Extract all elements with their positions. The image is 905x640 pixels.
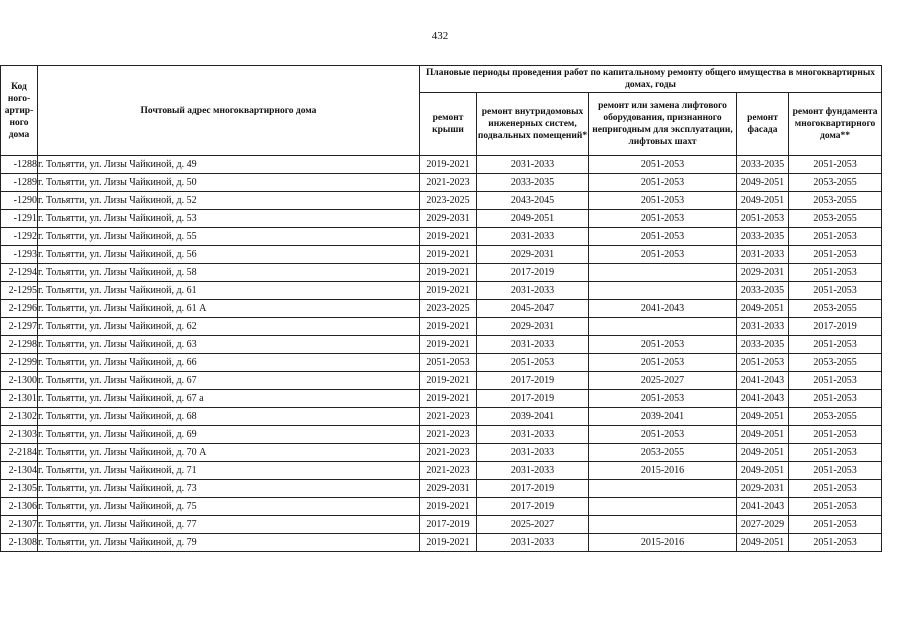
cell-code: 2-1307 (1, 516, 38, 534)
cell-foundation: 2053-2055 (789, 408, 882, 426)
cell-facade: 2029-2031 (737, 480, 789, 498)
cell-roof: 2017-2019 (420, 516, 477, 534)
cell-address: г. Тольятти, ул. Лизы Чайкиной, д. 49 (38, 156, 420, 174)
cell-facade: 2031-2033 (737, 246, 789, 264)
cell-code: -1289 (1, 174, 38, 192)
cell-code: -1291 (1, 210, 38, 228)
cell-systems: 2017-2019 (477, 390, 589, 408)
cell-systems: 2033-2035 (477, 174, 589, 192)
table-row (1, 264, 882, 282)
cell-roof: 2019-2021 (420, 336, 477, 354)
table-row (1, 444, 882, 462)
cell-systems: 2029-2031 (477, 246, 589, 264)
cell-elevator (589, 282, 737, 300)
cell-systems: 2051-2053 (477, 354, 589, 372)
cell-elevator (589, 318, 737, 336)
cell-code: 2-1298 (1, 336, 38, 354)
cell-address: г. Тольятти, ул. Лизы Чайкиной, д. 50 (38, 174, 420, 192)
cell-code: 2-1304 (1, 462, 38, 480)
cell-foundation: 2051-2053 (789, 390, 882, 408)
cell-facade: 2049-2051 (737, 462, 789, 480)
cell-elevator: 2051-2053 (589, 192, 737, 210)
table-row (1, 336, 882, 354)
cell-systems: 2049-2051 (477, 210, 589, 228)
cell-elevator: 2015-2016 (589, 462, 737, 480)
cell-facade: 2033-2035 (737, 156, 789, 174)
cell-roof: 2019-2021 (420, 372, 477, 390)
cell-roof: 2019-2021 (420, 390, 477, 408)
cell-address: г. Тольятти, ул. Лизы Чайкиной, д. 62 (38, 318, 420, 336)
header-roof: ремонт крыши (420, 93, 477, 156)
cell-systems: 2029-2031 (477, 318, 589, 336)
cell-elevator: 2051-2053 (589, 246, 737, 264)
cell-foundation: 2051-2053 (789, 156, 882, 174)
table-row (1, 462, 882, 480)
cell-systems: 2017-2019 (477, 372, 589, 390)
cell-foundation: 2053-2055 (789, 174, 882, 192)
cell-address: г. Тольятти, ул. Лизы Чайкиной, д. 73 (38, 480, 420, 498)
cell-facade: 2049-2051 (737, 192, 789, 210)
cell-code: -1290 (1, 192, 38, 210)
table-row (1, 372, 882, 390)
table-row (1, 534, 882, 552)
cell-facade: 2049-2051 (737, 444, 789, 462)
cell-foundation: 2051-2053 (789, 282, 882, 300)
cell-foundation: 2051-2053 (789, 426, 882, 444)
cell-roof: 2021-2023 (420, 174, 477, 192)
cell-facade: 2031-2033 (737, 318, 789, 336)
cell-systems: 2031-2033 (477, 336, 589, 354)
cell-roof: 2021-2023 (420, 462, 477, 480)
cell-address: г. Тольятти, ул. Лизы Чайкиной, д. 75 (38, 498, 420, 516)
cell-roof: 2021-2023 (420, 426, 477, 444)
header-systems: ремонт внутридомовых инженерных систем, подвальных помещений* (477, 93, 589, 156)
cell-elevator: 2051-2053 (589, 390, 737, 408)
header-code: Код ного-артир-ного дома (1, 66, 38, 156)
cell-systems: 2031-2033 (477, 228, 589, 246)
cell-facade: 2027-2029 (737, 516, 789, 534)
cell-facade: 2033-2035 (737, 282, 789, 300)
cell-elevator: 2015-2016 (589, 534, 737, 552)
cell-foundation: 2051-2053 (789, 372, 882, 390)
cell-elevator (589, 264, 737, 282)
cell-facade: 2041-2043 (737, 390, 789, 408)
cell-foundation: 2051-2053 (789, 246, 882, 264)
cell-elevator: 2051-2053 (589, 426, 737, 444)
cell-elevator: 2051-2053 (589, 156, 737, 174)
cell-foundation: 2051-2053 (789, 480, 882, 498)
cell-roof: 2019-2021 (420, 156, 477, 174)
table-row (1, 246, 882, 264)
cell-elevator: 2051-2053 (589, 228, 737, 246)
header-address: Почтовый адрес многоквартирного дома (38, 66, 420, 156)
cell-facade: 2049-2051 (737, 300, 789, 318)
cell-foundation: 2053-2055 (789, 300, 882, 318)
table-body (1, 156, 882, 552)
cell-address: г. Тольятти, ул. Лизы Чайкиной, д. 63 (38, 336, 420, 354)
table-row (1, 156, 882, 174)
cell-systems: 2043-2045 (477, 192, 589, 210)
table-row (1, 516, 882, 534)
table-row (1, 282, 882, 300)
cell-code: -1288 (1, 156, 38, 174)
cell-foundation: 2053-2055 (789, 354, 882, 372)
cell-systems: 2031-2033 (477, 534, 589, 552)
cell-address: г. Тольятти, ул. Лизы Чайкиной, д. 67 а (38, 390, 420, 408)
cell-code: 2-1296 (1, 300, 38, 318)
cell-foundation: 2051-2053 (789, 444, 882, 462)
cell-code: 2-1301 (1, 390, 38, 408)
table-row (1, 228, 882, 246)
cell-code: 2-1308 (1, 534, 38, 552)
cell-facade: 2041-2043 (737, 498, 789, 516)
cell-facade: 2049-2051 (737, 408, 789, 426)
cell-systems: 2017-2019 (477, 480, 589, 498)
cell-address: г. Тольятти, ул. Лизы Чайкиной, д. 67 (38, 372, 420, 390)
cell-foundation: 2053-2055 (789, 192, 882, 210)
cell-address: г. Тольятти, ул. Лизы Чайкиной, д. 52 (38, 192, 420, 210)
cell-address: г. Тольятти, ул. Лизы Чайкиной, д. 61 (38, 282, 420, 300)
cell-elevator: 2051-2053 (589, 336, 737, 354)
cell-facade: 2051-2053 (737, 210, 789, 228)
cell-systems: 2017-2019 (477, 498, 589, 516)
table-row (1, 354, 882, 372)
table-row (1, 318, 882, 336)
table-row (1, 300, 882, 318)
cell-systems: 2031-2033 (477, 444, 589, 462)
cell-roof: 2021-2023 (420, 408, 477, 426)
cell-code: 2-1294 (1, 264, 38, 282)
cell-elevator: 2051-2053 (589, 174, 737, 192)
cell-systems: 2031-2033 (477, 426, 589, 444)
cell-code: 2-1302 (1, 408, 38, 426)
table-row (1, 480, 882, 498)
cell-code: 2-1297 (1, 318, 38, 336)
cell-elevator (589, 516, 737, 534)
cell-facade: 2049-2051 (737, 426, 789, 444)
cell-code: 2-1305 (1, 480, 38, 498)
table-row (1, 210, 882, 228)
cell-address: г. Тольятти, ул. Лизы Чайкиной, д. 79 (38, 534, 420, 552)
cell-address: г. Тольятти, ул. Лизы Чайкиной, д. 70 А (38, 444, 420, 462)
cell-address: г. Тольятти, ул. Лизы Чайкиной, д. 69 (38, 426, 420, 444)
cell-foundation: 2051-2053 (789, 516, 882, 534)
cell-code: -1293 (1, 246, 38, 264)
cell-elevator: 2039-2041 (589, 408, 737, 426)
cell-foundation: 2017-2019 (789, 318, 882, 336)
table-row (1, 174, 882, 192)
cell-code: -1292 (1, 228, 38, 246)
cell-systems: 2017-2019 (477, 264, 589, 282)
cell-roof: 2029-2031 (420, 210, 477, 228)
cell-foundation: 2051-2053 (789, 498, 882, 516)
table-row (1, 426, 882, 444)
cell-facade: 2049-2051 (737, 174, 789, 192)
cell-roof: 2019-2021 (420, 264, 477, 282)
cell-foundation: 2051-2053 (789, 534, 882, 552)
cell-address: г. Тольятти, ул. Лизы Чайкиной, д. 77 (38, 516, 420, 534)
cell-systems: 2031-2033 (477, 462, 589, 480)
cell-address: г. Тольятти, ул. Лизы Чайкиной, д. 66 (38, 354, 420, 372)
cell-facade: 2049-2051 (737, 534, 789, 552)
cell-address: г. Тольятти, ул. Лизы Чайкиной, д. 71 (38, 462, 420, 480)
header-facade: ремонт фасада (737, 93, 789, 156)
header-elevator: ремонт или замена лифтового оборудования, признанного непригодным для эксплуатации, лифтовых шахт (589, 93, 737, 156)
cell-roof: 2023-2025 (420, 300, 477, 318)
cell-roof: 2019-2021 (420, 498, 477, 516)
cell-address: г. Тольятти, ул. Лизы Чайкиной, д. 55 (38, 228, 420, 246)
cell-foundation: 2053-2055 (789, 210, 882, 228)
cell-roof: 2051-2053 (420, 354, 477, 372)
cell-elevator: 2025-2027 (589, 372, 737, 390)
page-number: 432 (431, 30, 449, 42)
cell-systems: 2045-2047 (477, 300, 589, 318)
cell-systems: 2031-2033 (477, 156, 589, 174)
cell-roof: 2019-2021 (420, 228, 477, 246)
cell-code: 2-1295 (1, 282, 38, 300)
cell-elevator: 2051-2053 (589, 354, 737, 372)
cell-facade: 2033-2035 (737, 336, 789, 354)
cell-roof: 2021-2023 (420, 444, 477, 462)
cell-elevator (589, 480, 737, 498)
table-row (1, 390, 882, 408)
cell-address: г. Тольятти, ул. Лизы Чайкиной, д. 61 А (38, 300, 420, 318)
cell-address: г. Тольятти, ул. Лизы Чайкиной, д. 53 (38, 210, 420, 228)
cell-roof: 2029-2031 (420, 480, 477, 498)
cell-roof: 2019-2021 (420, 282, 477, 300)
cell-code: 2-1306 (1, 498, 38, 516)
cell-roof: 2023-2025 (420, 192, 477, 210)
cell-elevator: 2041-2043 (589, 300, 737, 318)
table-row (1, 408, 882, 426)
cell-roof: 2019-2021 (420, 534, 477, 552)
cell-roof: 2019-2021 (420, 318, 477, 336)
cell-elevator (589, 498, 737, 516)
cell-foundation: 2051-2053 (789, 336, 882, 354)
cell-facade: 2029-2031 (737, 264, 789, 282)
cell-facade: 2051-2053 (737, 354, 789, 372)
header-periods-group: Плановые периоды проведения работ по капитальному ремонту общего имущества в многоквартирных домах, годы (420, 66, 882, 93)
cell-address: г. Тольятти, ул. Лизы Чайкиной, д. 56 (38, 246, 420, 264)
cell-systems: 2039-2041 (477, 408, 589, 426)
cell-code: 2-2184 (1, 444, 38, 462)
cell-facade: 2033-2035 (737, 228, 789, 246)
cell-foundation: 2051-2053 (789, 228, 882, 246)
cell-facade: 2041-2043 (737, 372, 789, 390)
cell-address: г. Тольятти, ул. Лизы Чайкиной, д. 58 (38, 264, 420, 282)
cell-systems: 2025-2027 (477, 516, 589, 534)
cell-code: 2-1303 (1, 426, 38, 444)
cell-elevator: 2051-2053 (589, 210, 737, 228)
cell-code: 2-1299 (1, 354, 38, 372)
cell-elevator: 2053-2055 (589, 444, 737, 462)
cell-code: 2-1300 (1, 372, 38, 390)
repair-schedule-table (0, 65, 882, 552)
cell-roof: 2019-2021 (420, 246, 477, 264)
cell-systems: 2031-2033 (477, 282, 589, 300)
table-row (1, 192, 882, 210)
table-row (1, 498, 882, 516)
header-foundation: ремонт фундамента многоквартирного дома** (789, 93, 882, 156)
cell-foundation: 2051-2053 (789, 264, 882, 282)
cell-foundation: 2051-2053 (789, 462, 882, 480)
cell-address: г. Тольятти, ул. Лизы Чайкиной, д. 68 (38, 408, 420, 426)
